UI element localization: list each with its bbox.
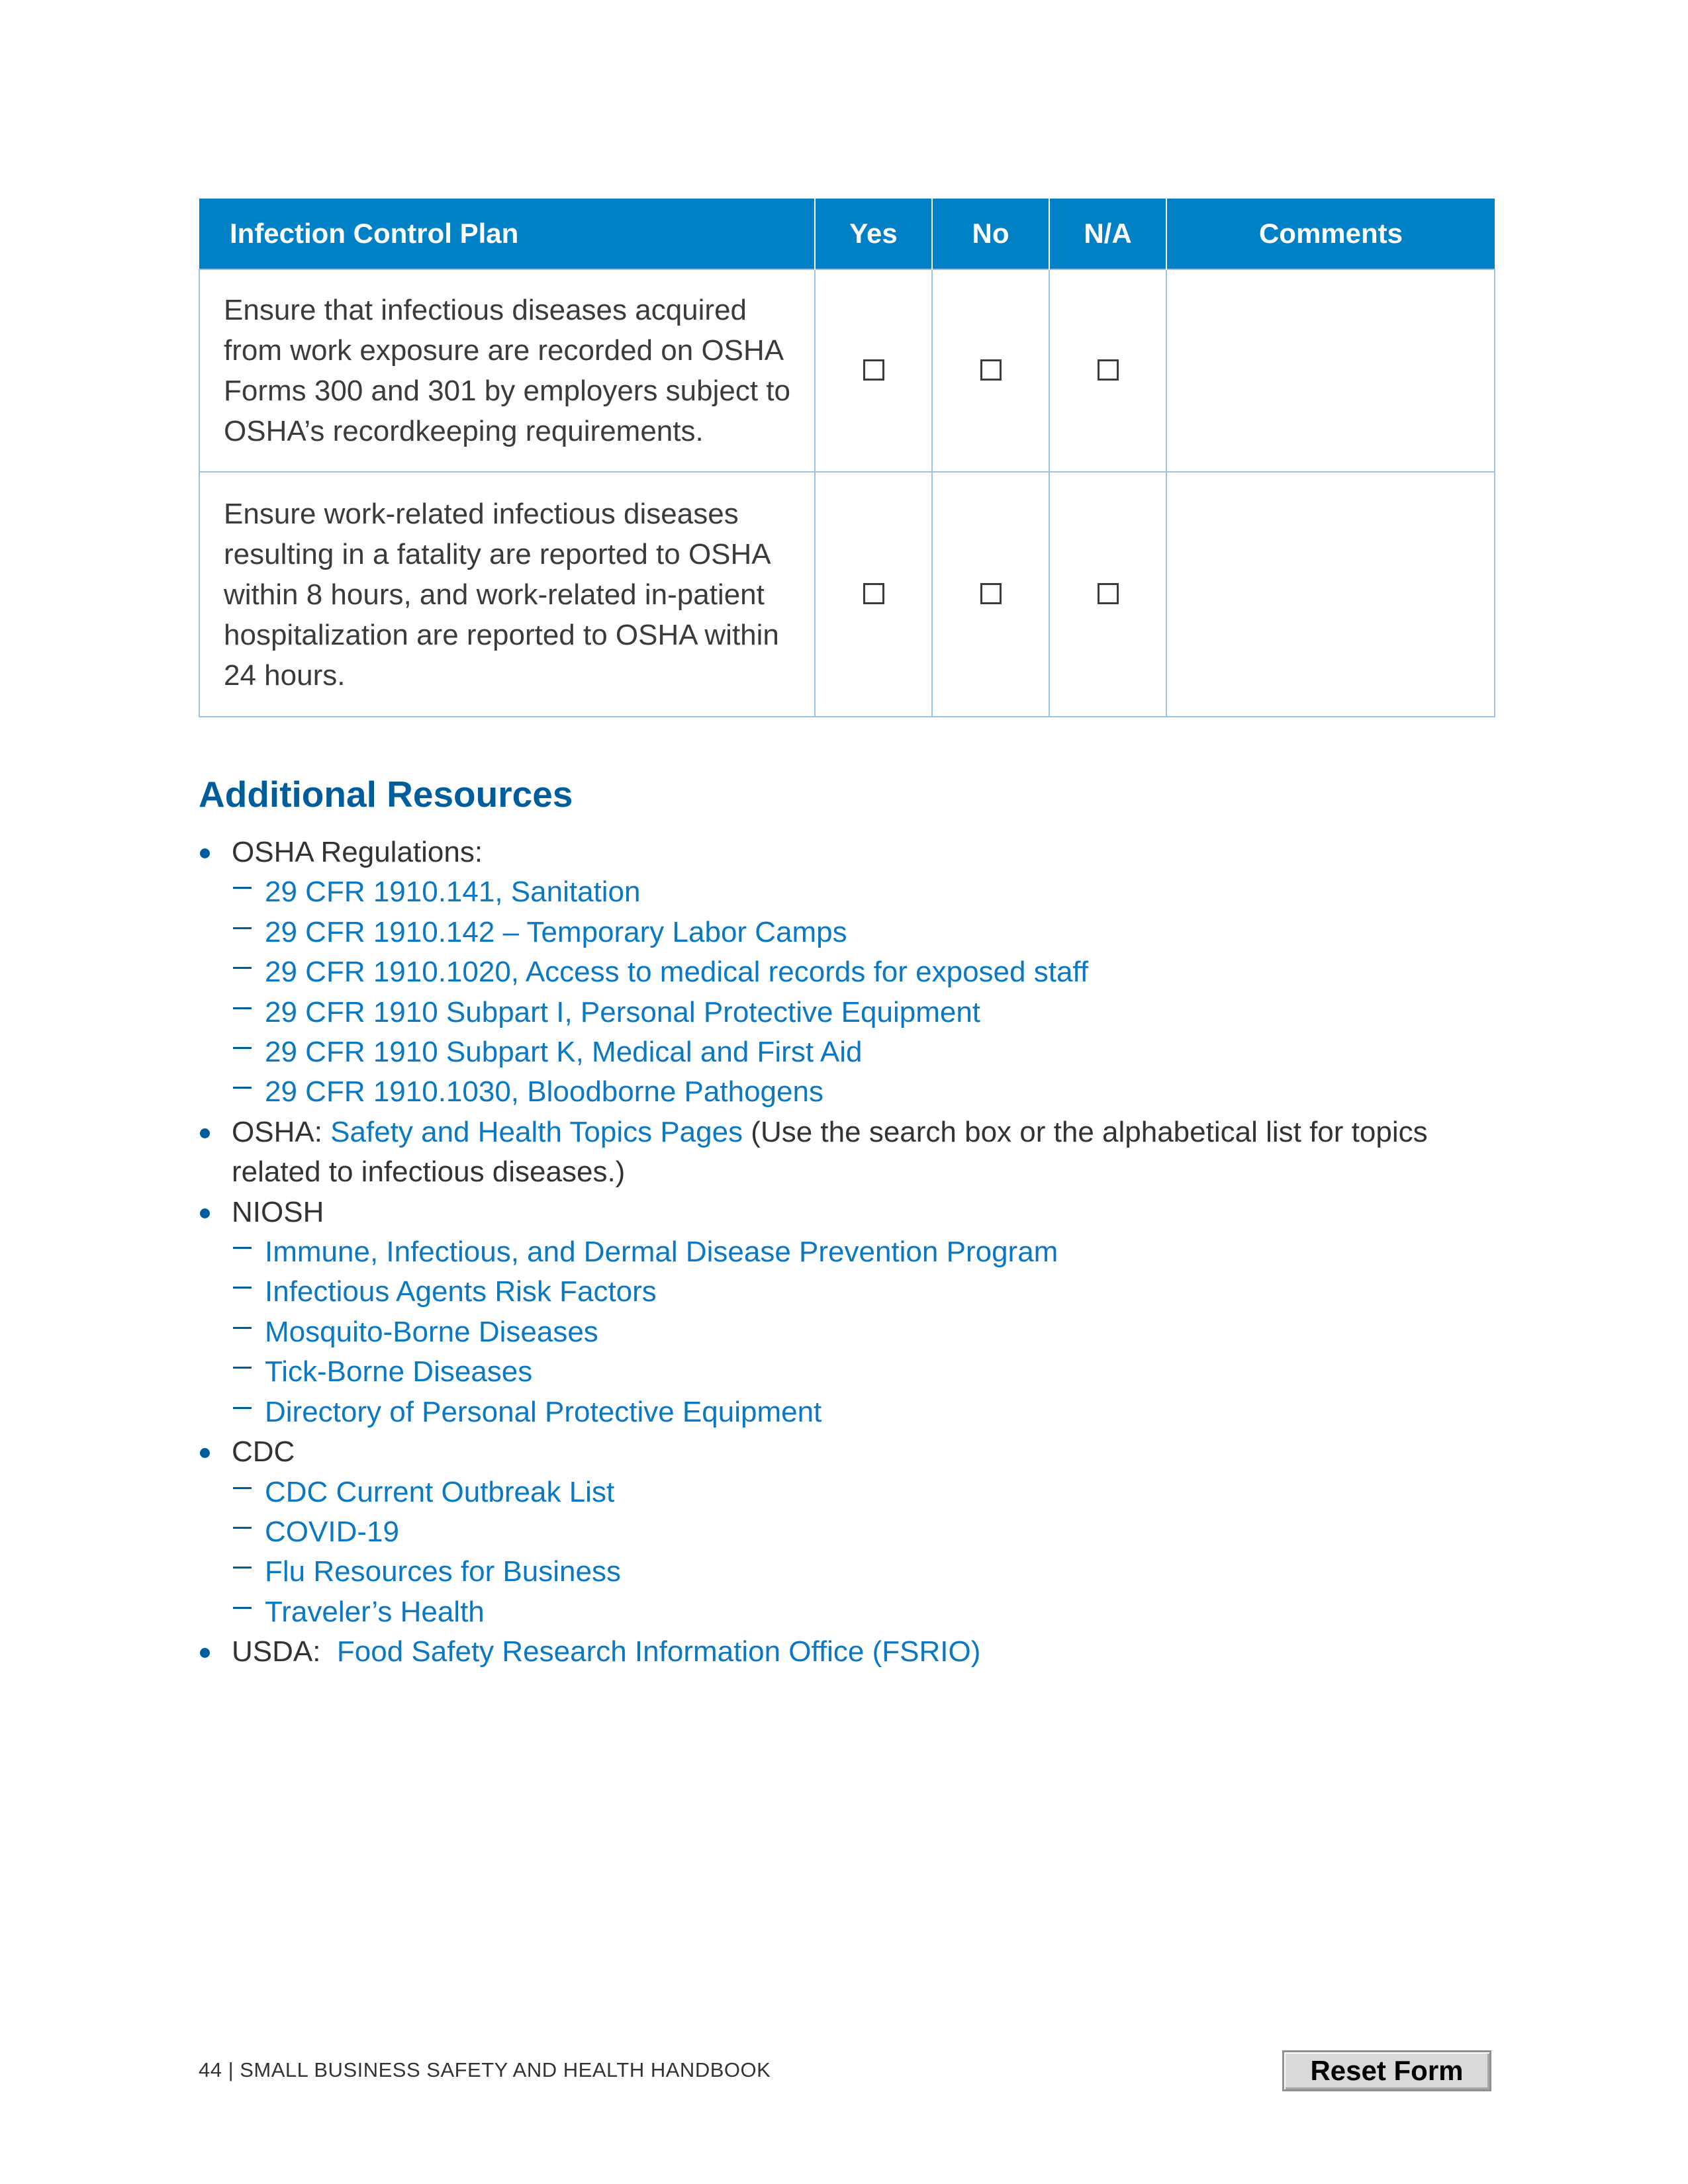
- reset-form-button[interactable]: Reset Form: [1282, 2050, 1491, 2091]
- no-checkbox[interactable]: [980, 583, 1002, 604]
- table-row: [199, 269, 1495, 472]
- list-item: [232, 1473, 1489, 1512]
- page-footer: 44 | SMALL BUSINESS SAFETY AND HEALTH HANDBOOK: [199, 2058, 771, 2081]
- list-item: [199, 1632, 1489, 1672]
- osha-topics-note-1: (Use the search box or the alphabetical list for topics: [743, 1115, 1428, 1148]
- list-item: [199, 1113, 1489, 1193]
- link-safety-health-topics[interactable]: Safety and Health Topics Pages: [330, 1115, 743, 1148]
- niosh-sublist: [232, 1232, 1489, 1432]
- link-medical-first-aid[interactable]: 29 CFR 1910 Subpart K, Medical and First Aid: [265, 1036, 863, 1069]
- header-no: No: [932, 199, 1049, 269]
- table-row: [199, 472, 1495, 717]
- link-covid-19[interactable]: COVID-19: [265, 1515, 399, 1548]
- table-header-row: [199, 199, 1495, 269]
- list-item: [232, 1512, 1489, 1552]
- osha-regulations-sublist: [232, 872, 1489, 1112]
- cdc-label: CDC: [232, 1435, 295, 1469]
- link-sanitation[interactable]: 29 CFR 1910.141, Sanitation: [265, 876, 641, 909]
- question-text: Ensure that infectious diseases acquired from work exposure are recorded on OSHA Forms 300 and 301 by employers subject to OSHA’s recordkeeping requirements.: [199, 269, 815, 472]
- yes-checkbox[interactable]: [863, 583, 884, 604]
- osha-label: OSHA:: [232, 1115, 331, 1148]
- list-item: [232, 913, 1489, 952]
- link-infectious-agents[interactable]: Infectious Agents Risk Factors: [265, 1275, 657, 1308]
- na-cell: [1049, 472, 1166, 717]
- yes-cell: [815, 472, 932, 717]
- comments-field[interactable]: [1166, 472, 1495, 717]
- list-item: [232, 1392, 1489, 1432]
- link-ppe-subpart-i[interactable]: 29 CFR 1910 Subpart I, Personal Protective Equipment: [265, 995, 981, 1028]
- na-cell: [1049, 269, 1166, 472]
- list-item: [232, 993, 1489, 1032]
- na-checkbox[interactable]: [1098, 359, 1119, 381]
- usda-label: USDA:: [232, 1635, 337, 1668]
- cdc-sublist: [232, 1473, 1489, 1633]
- link-iid-prevention-program[interactable]: Immune, Infectious, and Dermal Disease Prevention Program: [265, 1236, 1058, 1269]
- link-tick-borne[interactable]: Tick-Borne Diseases: [265, 1355, 533, 1388]
- link-flu-resources[interactable]: Flu Resources for Business: [265, 1555, 621, 1588]
- header-na: N/A: [1049, 199, 1166, 269]
- question-text: Ensure work-related infectious diseases resulting in a fatality are reported to OSHA within 8 hours, and work-related in-patient hospitalization are reported to OSHA within 24 hours.: [199, 472, 815, 717]
- osha-regulations-label: OSHA Regulations:: [232, 836, 483, 868]
- list-item: [232, 1552, 1489, 1592]
- list-item: [232, 872, 1489, 912]
- comments-field[interactable]: [1166, 269, 1495, 472]
- link-temporary-labor-camps[interactable]: 29 CFR 1910.142 – Temporary Labor Camps: [265, 915, 847, 948]
- infection-control-table: [199, 199, 1495, 717]
- resources-list: [199, 833, 1489, 1672]
- list-item: [199, 833, 1489, 1113]
- list-item: [199, 1432, 1489, 1632]
- link-ppe-directory[interactable]: Directory of Personal Protective Equipment: [265, 1395, 822, 1428]
- list-item: [232, 952, 1489, 992]
- list-item: [199, 1193, 1489, 1432]
- osha-topics-note-2: related to infectious diseases.): [232, 1156, 626, 1189]
- list-item: [232, 1032, 1489, 1072]
- no-checkbox[interactable]: [980, 359, 1002, 381]
- link-travelers-health[interactable]: Traveler’s Health: [265, 1595, 485, 1628]
- list-item: [232, 1232, 1489, 1272]
- list-item: [232, 1352, 1489, 1392]
- link-medical-records[interactable]: 29 CFR 1910.1020, Access to medical records for exposed staff: [265, 956, 1089, 989]
- no-cell: [932, 472, 1049, 717]
- niosh-label: NIOSH: [232, 1195, 324, 1228]
- list-item: [232, 1072, 1489, 1112]
- link-fsrio[interactable]: Food Safety Research Information Office (FSRIO): [336, 1635, 981, 1668]
- link-bloodborne-pathogens[interactable]: 29 CFR 1910.1030, Bloodborne Pathogens: [265, 1075, 823, 1109]
- link-cdc-outbreak-list[interactable]: CDC Current Outbreak List: [265, 1475, 615, 1508]
- list-item: [232, 1272, 1489, 1312]
- header-comments: Comments: [1166, 199, 1495, 269]
- list-item: [232, 1312, 1489, 1352]
- link-mosquito-borne[interactable]: Mosquito-Borne Diseases: [265, 1315, 598, 1348]
- no-cell: [932, 269, 1049, 472]
- yes-checkbox[interactable]: [863, 359, 884, 381]
- additional-resources-heading: Additional Resources: [199, 774, 573, 815]
- list-item: [232, 1592, 1489, 1632]
- header-infection-control-plan: Infection Control Plan: [199, 199, 815, 269]
- yes-cell: [815, 269, 932, 472]
- osha-topics-line: [232, 1113, 1489, 1152]
- na-checkbox[interactable]: [1098, 583, 1119, 604]
- header-yes: Yes: [815, 199, 932, 269]
